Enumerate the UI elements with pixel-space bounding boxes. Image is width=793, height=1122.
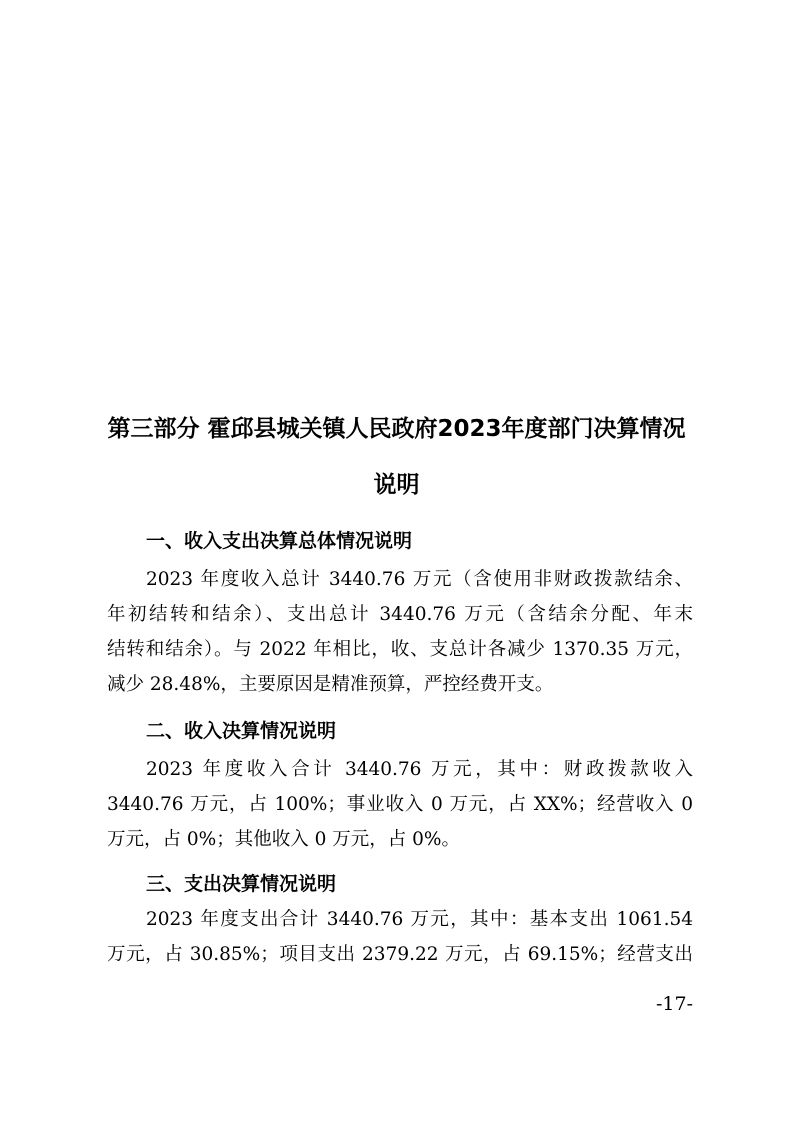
section-heading-expenditure: 三、支出决算情况说明 bbox=[146, 873, 337, 895]
page-number: -17- bbox=[655, 993, 693, 1015]
paragraph-line: 3440.76 万元，占 100%；事业收入 0 万元，占 XX%；经营收入 0 bbox=[107, 794, 693, 815]
paragraph-line: 2023 年度收入合计 3440.76 万元，其中：财政拨款收入 bbox=[146, 759, 693, 780]
document-title-line-1: 第三部分 霍邱县城关镇人民政府2023年度部门决算情况 bbox=[107, 416, 686, 442]
section-heading-overview: 一、收入支出决算总体情况说明 bbox=[146, 530, 413, 552]
paragraph-line: 2023 年度支出合计 3440.76 万元，其中：基本支出 1061.54 bbox=[146, 909, 693, 930]
paragraph-line: 万元，占 0%；其他收入 0 万元，占 0%。 bbox=[107, 829, 460, 850]
paragraph-line: 年初结转和结余）、支出总计 3440.76 万元（含结余分配、年末 bbox=[107, 604, 693, 625]
paragraph-line: 2023 年度收入总计 3440.76 万元（含使用非财政拨款结余、 bbox=[146, 569, 693, 590]
paragraph-line: 万元，占 30.85%；项目支出 2379.22 万元，占 69.15%；经营支出 bbox=[107, 944, 693, 965]
section-heading-income: 二、收入决算情况说明 bbox=[146, 720, 337, 742]
paragraph-line: 减少 28.48%，主要原因是精准预算，严控经费开支。 bbox=[107, 674, 554, 695]
document-title-line-2: 说明 bbox=[373, 472, 420, 498]
paragraph-line: 结转和结余）。与 2022 年相比，收、支总计各减少 1370.35 万元， bbox=[107, 639, 693, 660]
